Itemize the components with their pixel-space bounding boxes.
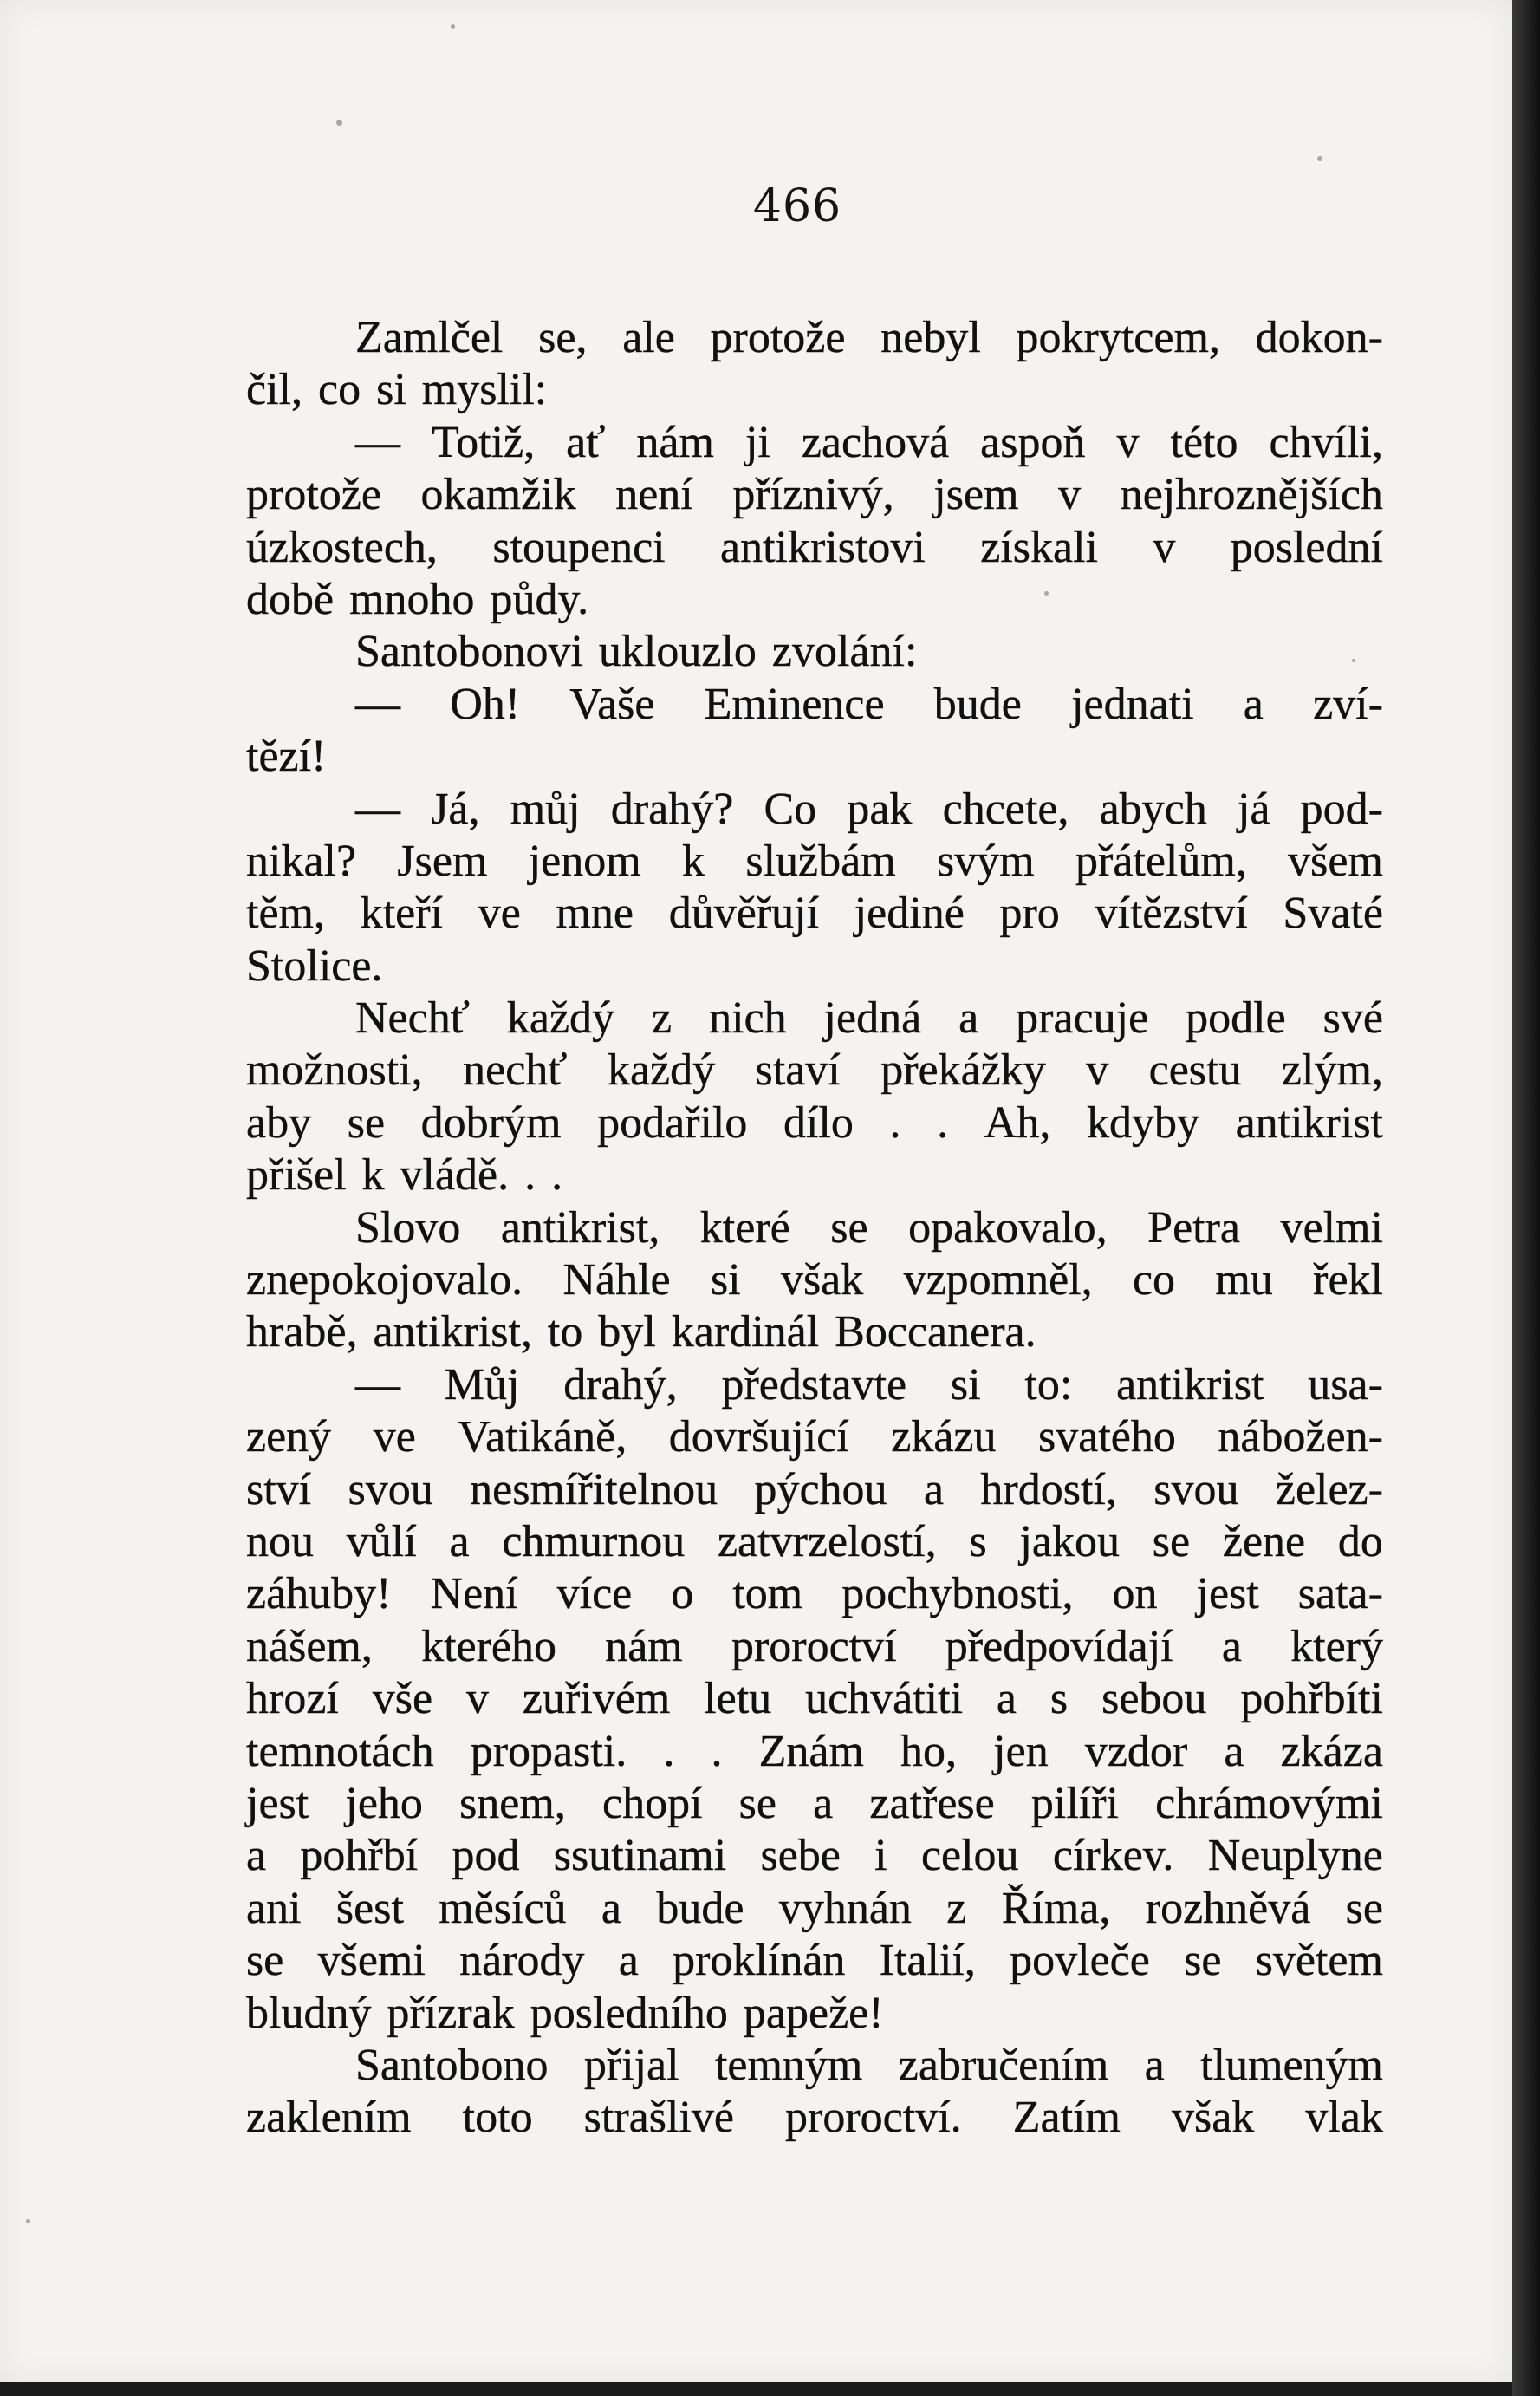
word: Zamlčel — [355, 313, 504, 362]
word: hrozí — [246, 1674, 339, 1724]
word: Není — [430, 1569, 518, 1619]
word: pochybnosti, — [841, 1569, 1074, 1619]
word: bude — [656, 1883, 744, 1933]
word: Slovo — [355, 1202, 461, 1253]
word: papeže! — [743, 1988, 884, 2038]
word: — — [355, 1359, 400, 1410]
word: vlak — [1305, 2093, 1383, 2143]
word: zabručením — [898, 2040, 1109, 2090]
word: službám — [745, 836, 896, 886]
word: hrabě, — [246, 1307, 358, 1358]
word: proklínán — [673, 1936, 846, 1986]
word: velmi — [1280, 1202, 1383, 1253]
word: však — [1171, 2093, 1255, 2143]
word: nikal? — [246, 836, 357, 886]
word: letu — [704, 1674, 772, 1724]
text-line — [246, 1306, 1383, 1358]
paper-speck — [1352, 659, 1355, 662]
word: a — [601, 1883, 621, 1933]
word: a — [449, 1516, 470, 1566]
word: kdyby — [1086, 1097, 1199, 1148]
word: co — [317, 365, 361, 415]
word: podle — [1186, 993, 1286, 1044]
word: sebou — [1101, 1674, 1207, 1724]
word: drahý, — [563, 1359, 678, 1410]
word: jeho — [345, 1778, 423, 1828]
word: není — [615, 470, 693, 520]
word: se — [347, 1097, 386, 1148]
word: . — [889, 1097, 901, 1148]
word: Boccanera. — [835, 1307, 1036, 1358]
word: Znám — [758, 1726, 864, 1776]
word: národy — [459, 1936, 585, 1986]
word: antikristovi — [719, 522, 926, 572]
text-line — [246, 1411, 1383, 1463]
word: Co — [764, 784, 817, 834]
word: vládě. — [400, 1150, 510, 1201]
word: nášem, — [246, 1621, 373, 1671]
word: znepokojovalo. — [246, 1255, 523, 1305]
word: pod — [452, 1831, 520, 1881]
word: přízrak — [387, 1988, 515, 2038]
word: kterého — [421, 1621, 556, 1671]
paper-speck — [451, 24, 455, 29]
word: si — [950, 1359, 981, 1410]
text-line — [246, 1621, 1383, 1673]
word: ho, — [900, 1726, 958, 1776]
word: to: — [1024, 1359, 1073, 1410]
word: i — [874, 1831, 887, 1881]
text-line — [246, 731, 1383, 783]
word: žene — [1222, 1516, 1306, 1566]
text-line — [246, 2092, 1383, 2144]
word: jsem — [933, 470, 1019, 520]
word: temnotách — [246, 1726, 434, 1776]
word: světem — [1255, 1936, 1383, 1986]
word: kardinál — [671, 1307, 820, 1358]
text-line — [246, 941, 1383, 993]
word: kteří — [360, 889, 443, 939]
word: Totiž, — [432, 417, 536, 467]
word: — — [355, 417, 400, 467]
word: Neuplyne — [1207, 1831, 1383, 1881]
word: nám — [605, 1621, 683, 1671]
word: tězí! — [246, 732, 327, 782]
word: ať — [566, 417, 606, 467]
word: nebyl — [880, 313, 981, 362]
word: si — [376, 365, 406, 415]
word: pro — [999, 889, 1060, 939]
word: chmurnou — [502, 1516, 686, 1566]
paper-speck — [1317, 156, 1322, 161]
word: a — [923, 1464, 945, 1514]
word: vzdor — [1084, 1726, 1188, 1776]
word: mu — [1215, 1255, 1273, 1305]
word: posledního — [530, 1988, 728, 2038]
word: přijal — [583, 2040, 679, 2090]
word: rozhněvá — [1145, 1883, 1311, 1933]
word: záhuby! — [246, 1569, 392, 1619]
text-line — [246, 1359, 1383, 1411]
word: jenom — [528, 836, 641, 886]
word: . — [524, 1150, 536, 1201]
word: chvíli, — [1269, 417, 1383, 467]
word: povleče — [1010, 1936, 1150, 1986]
word: vše — [372, 1674, 433, 1724]
word: ssutinami — [553, 1831, 727, 1881]
word: . — [551, 1150, 563, 1201]
word: s — [1049, 1674, 1069, 1724]
word: — — [355, 784, 400, 834]
word: dovršující — [668, 1412, 849, 1462]
word: cestu — [1148, 1045, 1242, 1096]
page-edge-shadow — [1512, 0, 1540, 2396]
word: Petra — [1147, 1202, 1241, 1253]
word: předpovídají — [945, 1621, 1173, 1671]
body-text — [246, 312, 1383, 2145]
word: zatvrzelostí, — [717, 1516, 937, 1566]
word: ji — [744, 417, 770, 467]
paper-speck — [26, 2219, 30, 2223]
word: které — [699, 1202, 790, 1253]
word: Oh! — [450, 679, 521, 729]
word: Zatím — [1012, 2093, 1121, 2143]
text-line — [246, 364, 1383, 416]
word: uklouzlo — [598, 627, 757, 677]
word: nich — [709, 993, 787, 1044]
word: co — [1132, 1255, 1176, 1305]
word: ve — [478, 889, 521, 939]
word: já — [1237, 784, 1270, 834]
word: pohřbí — [300, 1831, 419, 1881]
word: Ah, — [984, 1097, 1051, 1148]
word: a — [813, 1778, 834, 1828]
paper-speck — [336, 120, 342, 126]
text-line — [246, 1149, 1383, 1201]
text-line — [246, 888, 1383, 940]
word: církev. — [1052, 1831, 1174, 1881]
word: měsíců — [439, 1883, 567, 1933]
word: zvolání: — [771, 627, 918, 677]
word: který — [1290, 1621, 1383, 1671]
text-line — [246, 784, 1383, 836]
word: antikrist, — [373, 1307, 532, 1358]
word: každý — [607, 1045, 716, 1096]
word: z — [652, 993, 673, 1044]
word: se — [1184, 1936, 1222, 1986]
word: vítězství — [1095, 889, 1248, 939]
word: proroctví — [731, 1621, 897, 1671]
word: úzkostech, — [246, 522, 438, 572]
word: ve — [373, 1412, 416, 1462]
word: dobrým — [420, 1097, 562, 1148]
word: dokon- — [1255, 313, 1383, 362]
text-line — [246, 312, 1383, 364]
word: zachová — [801, 417, 950, 467]
word: antikrist — [1235, 1097, 1383, 1148]
word: Eminence — [704, 679, 885, 729]
word: nábožen- — [1218, 1412, 1383, 1462]
word: staví — [755, 1045, 841, 1096]
word: zatřese — [869, 1778, 995, 1828]
word: — — [355, 679, 400, 729]
word: chrámovými — [1155, 1778, 1383, 1828]
word: pýchou — [754, 1464, 887, 1514]
word: době — [246, 574, 335, 624]
word: a — [246, 1831, 267, 1881]
text-line — [246, 1988, 1383, 2040]
text-line — [246, 1568, 1383, 1620]
page-number: 466 — [752, 180, 842, 232]
word: se — [1345, 1883, 1383, 1933]
text-line — [246, 1726, 1383, 1778]
text-line — [246, 1830, 1383, 1882]
word: této — [1170, 417, 1238, 467]
word: šest — [335, 1883, 404, 1933]
text-line — [246, 1254, 1383, 1306]
word: ale — [622, 313, 675, 362]
text-line — [246, 626, 1383, 678]
text-line — [246, 1045, 1383, 1097]
word: strašlivé — [583, 2093, 734, 2143]
word: svou — [1153, 1464, 1239, 1514]
word: Nechť — [355, 993, 470, 1044]
word: svou — [348, 1464, 433, 1514]
word: k — [361, 1150, 385, 1201]
word: nesmířitelnou — [470, 1464, 718, 1514]
word: vůlí — [346, 1516, 417, 1566]
word: pak — [847, 784, 913, 834]
word: Můj — [444, 1359, 520, 1410]
word: získali — [980, 522, 1098, 572]
word: tom — [732, 1569, 803, 1619]
word: v — [1058, 470, 1082, 520]
word: usa- — [1308, 1359, 1383, 1410]
word: ství — [246, 1464, 312, 1514]
text-line — [246, 1097, 1383, 1149]
word: k — [682, 836, 705, 886]
word: proroctví. — [785, 2093, 962, 2143]
text-line — [246, 522, 1383, 574]
word: zaklením — [246, 2093, 412, 2143]
word: z — [946, 1883, 967, 1933]
word: a — [1243, 679, 1264, 729]
word: bude — [933, 679, 1022, 729]
word: zví- — [1313, 679, 1383, 729]
word: více — [556, 1569, 633, 1619]
word: okamžik — [420, 470, 576, 520]
word: v — [1116, 417, 1140, 467]
word: . — [663, 1726, 675, 1776]
word: jednati — [1071, 679, 1194, 729]
word: Svaté — [1283, 889, 1383, 939]
word: myslil: — [421, 365, 548, 415]
word: chopí — [601, 1778, 703, 1828]
word: a — [618, 1936, 639, 1986]
text-line — [246, 1673, 1383, 1725]
word: to — [547, 1307, 583, 1358]
text-line — [246, 1464, 1383, 1516]
word: Italií, — [879, 1936, 976, 1986]
word: každý — [506, 993, 615, 1044]
word: sebe — [760, 1831, 841, 1881]
word: řekl — [1313, 1255, 1383, 1305]
text-line — [246, 1516, 1383, 1568]
word: byl — [598, 1307, 656, 1358]
word: zuřivém — [522, 1674, 671, 1724]
word: zlým, — [1281, 1045, 1383, 1096]
word: jediné — [854, 889, 965, 939]
word: sata- — [1297, 1569, 1383, 1619]
word: můj — [510, 784, 581, 834]
word: stoupenci — [492, 522, 666, 572]
word: mnoho — [349, 574, 475, 624]
word: zkázu — [891, 1412, 997, 1462]
word: a — [996, 1674, 1017, 1724]
word: podařilo — [597, 1097, 748, 1148]
text-line — [246, 1883, 1383, 1935]
word: přišel — [246, 1150, 347, 1201]
word: Jsem — [397, 836, 488, 886]
word: propasti. — [470, 1726, 627, 1776]
word: jen — [993, 1726, 1049, 1776]
text-line — [246, 993, 1383, 1045]
word: jedná — [823, 993, 922, 1044]
word: se, — [538, 313, 588, 362]
paper-speck — [1044, 591, 1049, 596]
word: zkáza — [1280, 1726, 1383, 1776]
word: antikrist, — [500, 1202, 660, 1253]
word: aspoň — [980, 417, 1086, 467]
word: s — [969, 1516, 987, 1566]
word: nám — [636, 417, 714, 467]
text-line — [246, 1935, 1383, 1987]
word: mne — [556, 889, 634, 939]
word: Stolice. — [246, 941, 383, 991]
word: pracuje — [1016, 993, 1149, 1044]
word: svatého — [1038, 1412, 1176, 1462]
word: chcete, — [942, 784, 1069, 834]
word: . — [937, 1097, 949, 1148]
word: toto — [462, 2093, 533, 2143]
word: Vaše — [569, 679, 655, 729]
word: nou — [246, 1516, 314, 1566]
word: zený — [246, 1412, 332, 1462]
word: svým — [936, 836, 1035, 886]
word: Santobonovi — [355, 627, 583, 677]
word: celou — [920, 1831, 1019, 1881]
word: jakou — [1019, 1516, 1120, 1566]
word: své — [1322, 993, 1383, 1044]
word: drahý? — [610, 784, 734, 834]
word: čil, — [246, 365, 302, 415]
word: překážky — [880, 1045, 1046, 1096]
word: a — [1224, 1726, 1244, 1776]
word: se — [1152, 1516, 1191, 1566]
word: dílo — [783, 1097, 854, 1148]
word: v — [465, 1674, 489, 1724]
word: nechť — [463, 1045, 568, 1096]
word: . — [711, 1726, 723, 1776]
word: Santobono — [355, 2040, 549, 2090]
word: příznivý, — [732, 470, 894, 520]
word: důvěřují — [668, 889, 820, 939]
word: přátelům, — [1075, 836, 1247, 886]
word: Náhle — [562, 1255, 671, 1305]
word: a — [958, 993, 979, 1044]
word: nejhroznějších — [1120, 470, 1383, 520]
word: v — [1086, 1045, 1109, 1096]
word: Říma, — [1001, 1883, 1111, 1933]
word: a — [1144, 2040, 1165, 2090]
word: pokrytcem, — [1016, 313, 1220, 362]
text-line — [246, 417, 1383, 469]
word: půdy. — [490, 574, 589, 624]
word: protože — [710, 313, 846, 362]
text-line — [246, 1202, 1383, 1254]
word: temným — [714, 2040, 863, 2090]
word: se — [738, 1778, 776, 1828]
word: tlumeným — [1200, 2040, 1383, 2090]
word: opakovalo, — [908, 1202, 1108, 1253]
word: snem, — [459, 1778, 566, 1828]
word: se — [246, 1936, 284, 1986]
text-line — [246, 836, 1383, 888]
word: uchvátiti — [805, 1674, 964, 1724]
word: pohřbíti — [1240, 1674, 1383, 1724]
word: si — [710, 1255, 741, 1305]
word: vzpomněl, — [903, 1255, 1093, 1305]
word: však — [780, 1255, 864, 1305]
text-line — [246, 574, 1383, 626]
word: Já, — [431, 784, 480, 834]
word: pilíři — [1030, 1778, 1119, 1828]
word: a — [1221, 1621, 1242, 1671]
word: o — [671, 1569, 694, 1619]
word: on — [1112, 1569, 1158, 1619]
word: jest — [246, 1778, 309, 1828]
word: Vatikáně, — [458, 1412, 627, 1462]
word: antikrist — [1116, 1359, 1264, 1410]
text-line — [246, 2040, 1383, 2092]
word: těm, — [246, 889, 325, 939]
word: hrdostí, — [980, 1464, 1117, 1514]
word: aby — [246, 1097, 312, 1148]
text-line — [246, 469, 1383, 521]
word: poslední — [1230, 522, 1383, 572]
word: všem — [1288, 836, 1383, 886]
word: v — [1153, 522, 1176, 572]
word: ani — [246, 1883, 302, 1933]
word: jest — [1196, 1569, 1259, 1619]
word: pod- — [1300, 784, 1383, 834]
word: bludný — [246, 1988, 372, 2038]
word: představte — [721, 1359, 907, 1410]
word: abych — [1099, 784, 1207, 834]
word: se — [830, 1202, 868, 1253]
word: protože — [246, 470, 381, 520]
word: do — [1337, 1516, 1383, 1566]
text-line — [246, 1778, 1383, 1830]
word: želez- — [1275, 1464, 1383, 1514]
word: vyhnán — [778, 1883, 912, 1933]
word: všemi — [317, 1936, 426, 1986]
word: možnosti, — [246, 1045, 423, 1096]
text-line — [246, 679, 1383, 731]
